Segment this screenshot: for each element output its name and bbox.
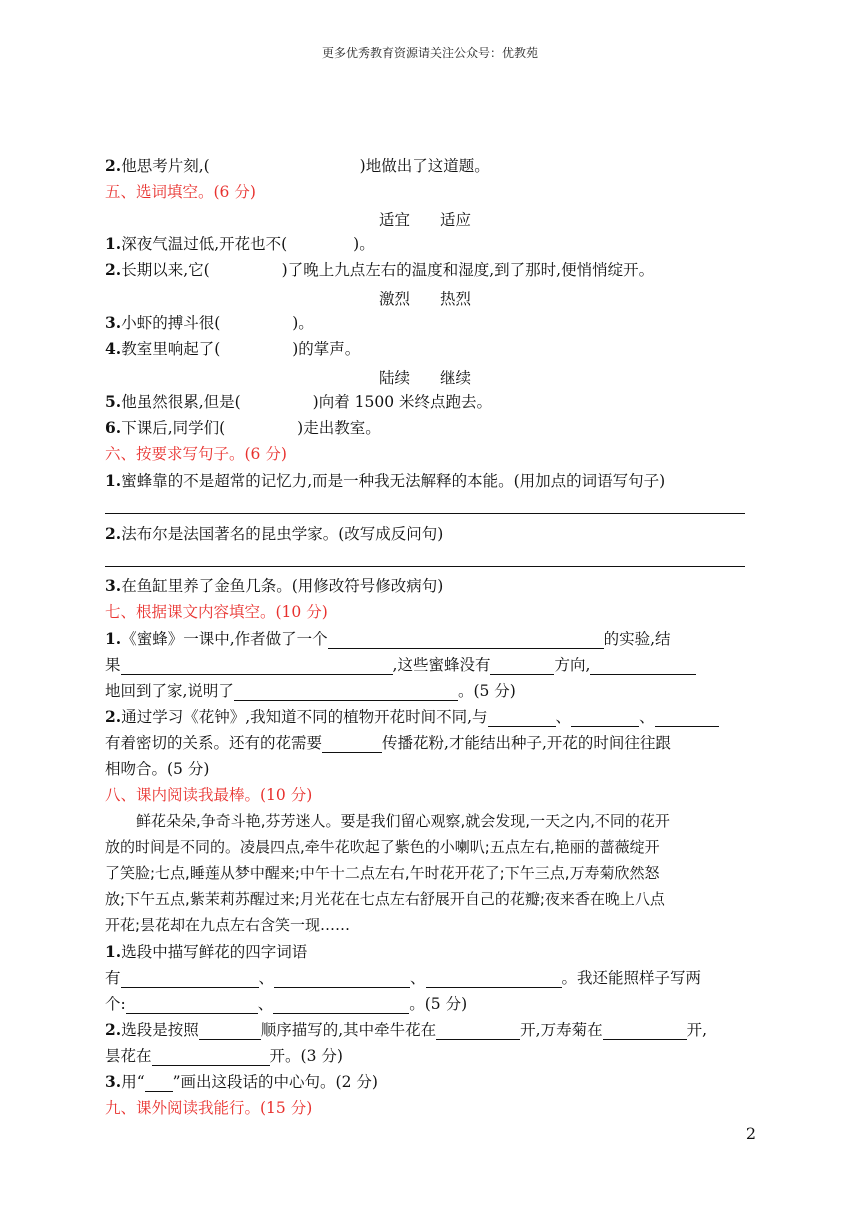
answer-blank[interactable] xyxy=(490,657,554,675)
question-4-2: 2.他思考片刻,( )地做出了这道题。 xyxy=(105,156,490,175)
section-9-title: 九、课外阅读我能行。(15 分) xyxy=(105,1099,313,1117)
underline-sample xyxy=(145,1074,173,1092)
question-7-1: 1.《蜜蜂》一课中,作者做了一个 的实验,结 xyxy=(105,629,671,648)
answer-blank[interactable] xyxy=(121,970,259,988)
section-5-title: 五、选词填空。(6 分) xyxy=(105,183,256,201)
question-5-4: 4.教室里响起了( )的掌声。 xyxy=(105,339,361,358)
answer-blank[interactable] xyxy=(426,970,562,988)
passage-line: 了笑脸;七点,睡莲从梦中醒来;中午十二点左右,午时花开花了;下午三点,万寿菊欣然怒 xyxy=(105,864,660,882)
question-5-5: 5.他虽然很累,但是( )向着 1500 米终点跑去。 xyxy=(105,392,493,411)
answer-blank[interactable] xyxy=(590,657,696,675)
answer-blank[interactable] xyxy=(655,709,719,727)
answer-blank[interactable] xyxy=(234,683,458,701)
passage-line: 放;下午五点,紫茉莉苏醒过来;月光花在七点左右舒展开自己的花瓣;夜来香在晚上八点 xyxy=(105,890,665,908)
section-7-title: 七、根据课文内容填空。(10 分) xyxy=(105,603,328,621)
question-8-1-cont: 有 、 、 。我还能照样子写两 xyxy=(105,969,702,987)
question-7-2-cont: 有着密切的关系。还有的花需要 传播花粉,才能结出种子,开花的时间往往跟 xyxy=(105,734,671,752)
question-5-6: 6.下课后,同学们( )走出教室。 xyxy=(105,418,381,437)
section-6-title: 六、按要求写句子。(6 分) xyxy=(105,445,287,463)
answer-blank[interactable] xyxy=(436,1022,520,1040)
answer-blank[interactable] xyxy=(152,1048,270,1066)
answer-line[interactable] xyxy=(105,513,745,514)
answer-blank[interactable] xyxy=(603,1022,687,1040)
page-header: 更多优秀教育资源请关注公众号：优教苑 xyxy=(321,46,538,60)
question-5-3: 3.小虾的搏斗很( )。 xyxy=(105,313,314,332)
question-6-1: 1.蜜蜂靠的不是超常的记忆力,而是一种我无法解释的本能。(用加点的词语写句子) xyxy=(105,471,666,490)
page-number: 2 xyxy=(745,1124,756,1143)
answer-blank[interactable] xyxy=(273,996,409,1014)
question-8-3: 3.用“ ”画出这段话的中心句。(2 分) xyxy=(105,1072,378,1091)
word-choice-2: 激烈 热烈 xyxy=(379,290,472,308)
answer-blank[interactable] xyxy=(571,709,639,727)
answer-blank[interactable] xyxy=(322,735,382,753)
question-8-2: 2.选段是按照 顺序描写的,其中牵牛花在 开,万寿菊在 开, xyxy=(105,1020,708,1039)
section-8-title: 八、课内阅读我最棒。(10 分) xyxy=(105,786,313,804)
word-choice-1: 适宜 适应 xyxy=(379,211,472,229)
question-8-1: 1.选段中描写鲜花的四字词语 xyxy=(105,942,308,961)
answer-blank[interactable] xyxy=(274,970,410,988)
answer-blank[interactable] xyxy=(488,709,556,727)
question-7-2: 2.通过学习《花钟》,我知道不同的植物开花时间不同,与 、 、 xyxy=(105,707,719,727)
question-5-2: 2.长期以来,它( )了晚上九点左右的温度和湿度,到了那时,便悄悄绽开。 xyxy=(105,260,655,279)
passage-line: 开花;昙花却在九点左右含笑一现…… xyxy=(105,916,351,934)
passage-line: 鲜花朵朵,争奇斗艳,芬芳迷人。要是我们留心观察,就会发现,一天之内,不同的花开 xyxy=(136,812,670,830)
question-5-1: 1.深夜气温过低,开花也不( )。 xyxy=(105,234,375,253)
answer-blank[interactable] xyxy=(121,657,393,675)
question-8-2-cont: 昙花在 开。(3 分) xyxy=(105,1047,343,1065)
question-7-1-end: 地回到了家,说明了 。(5 分) xyxy=(105,682,516,700)
passage-line: 放的时间是不同的。凌晨四点,牵牛花吹起了紫色的小喇叭;五点左右,艳丽的蔷薇绽开 xyxy=(105,838,660,856)
question-6-3: 3.在鱼缸里养了金鱼几条。(用修改符号修改病句) xyxy=(105,576,444,595)
answer-blank[interactable] xyxy=(328,631,604,649)
answer-line[interactable] xyxy=(105,566,745,567)
question-8-1-end: 个: 、 。(5 分) xyxy=(105,995,468,1013)
answer-blank[interactable] xyxy=(199,1022,261,1040)
question-7-1-cont: 果 ,这些蜜蜂没有 方向, xyxy=(105,655,696,675)
question-6-2: 2.法布尔是法国著名的昆虫学家。(改写成反问句) xyxy=(105,524,444,543)
word-choice-3: 陆续 继续 xyxy=(379,369,472,387)
question-7-2-end: 相吻合。(5 分) xyxy=(105,760,210,778)
answer-blank[interactable] xyxy=(126,996,258,1014)
